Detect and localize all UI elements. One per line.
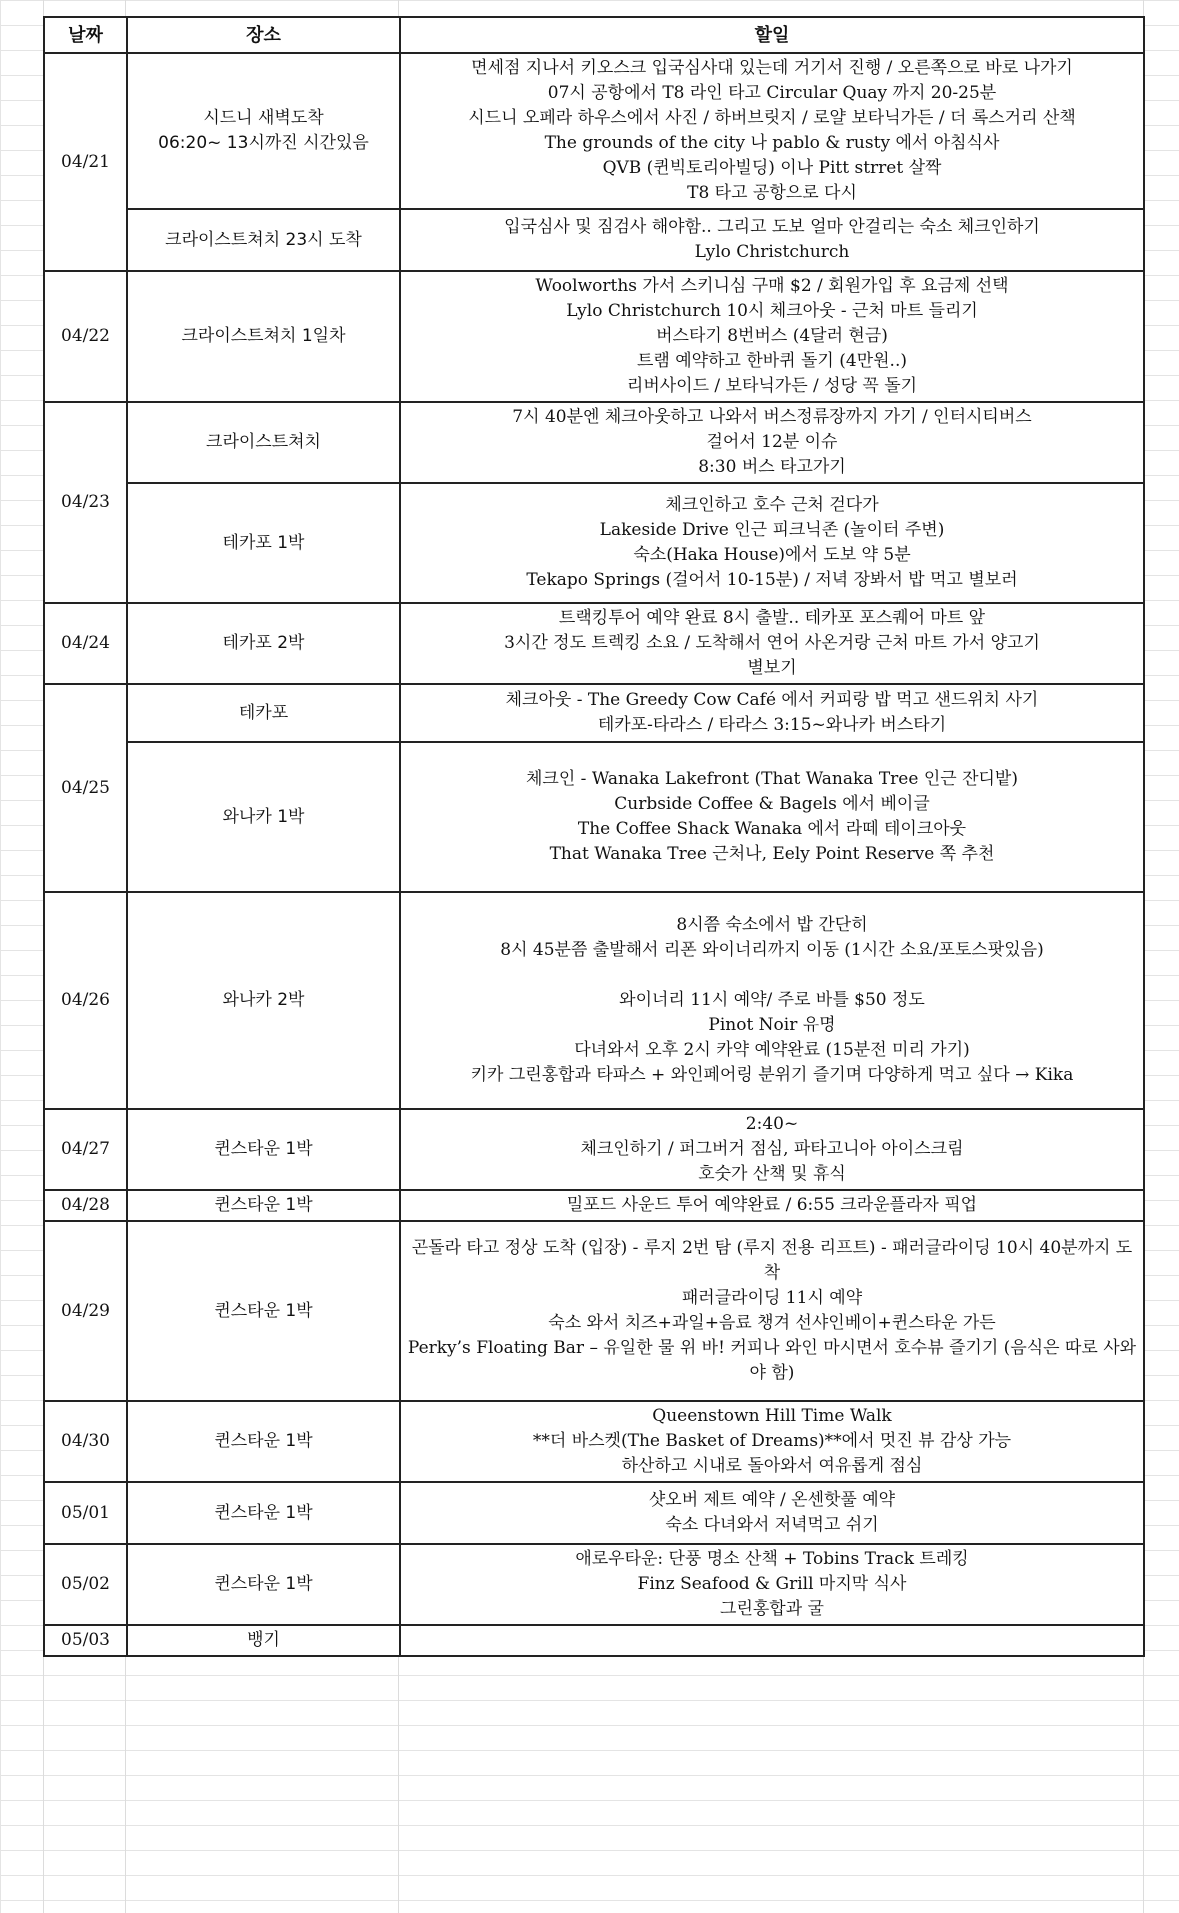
tasks-cell[interactable] — [400, 1221, 1144, 1401]
task-line: Finz Seafood & Grill 마지막 식사 — [637, 1574, 907, 1594]
place-cell[interactable] — [127, 209, 400, 271]
task-line: 체크아웃 - The Greedy Cow Café 에서 커피랑 밥 먹고 샌드위치 사기 — [505, 690, 1039, 710]
task-line: 07시 공항에서 T8 라인 타고 Circular Quay 까지 20-25분 — [547, 83, 997, 103]
task-line: 입국심사 및 짐검사 해야함.. 그리고 도보 얼마 안걸리는 숙소 체크인하기 — [504, 217, 1040, 237]
tasks-cell[interactable] — [400, 483, 1144, 603]
tasks-cell[interactable] — [400, 1401, 1144, 1482]
table-row — [44, 271, 1144, 402]
place-line: 시드니 새벽도착 — [203, 108, 324, 128]
tasks-cell[interactable] — [400, 1482, 1144, 1544]
date-cell[interactable]: 04/30 — [44, 1401, 127, 1482]
table-row — [44, 209, 1144, 271]
place-cell[interactable] — [127, 1625, 400, 1656]
task-line: 시드니 오페라 하우스에서 사진 / 하버브릿지 / 로얄 보타닉가든 / 더 록스거리 산책 — [468, 108, 1076, 128]
table-row — [44, 1401, 1144, 1482]
tasks-cell[interactable] — [400, 53, 1144, 209]
place-cell[interactable] — [127, 603, 400, 684]
place-cell[interactable] — [127, 53, 400, 209]
task-line: 리버사이드 / 보타닉가든 / 성당 꼭 돌기 — [626, 376, 918, 396]
task-line: 키카 그린홍합과 타파스 + 와인페어링 분위기 즐기며 다양하게 먹고 싶다 → Kika — [470, 1065, 1074, 1085]
date-cell[interactable]: 04/28 — [44, 1190, 127, 1221]
tasks-cell[interactable] — [400, 402, 1144, 483]
task-line: QVB (퀸빅토리아빌딩) 이나 Pitt strret 살짝 — [602, 158, 942, 178]
place-cell[interactable] — [127, 271, 400, 402]
date-cell[interactable]: 04/27 — [44, 1109, 127, 1190]
place-line: 퀸스타운 1박 — [214, 1300, 313, 1321]
table-row — [44, 402, 1144, 483]
task-line: 밀포드 사운드 투어 예약완료 / 6:55 크라운플라자 픽업 — [566, 1195, 978, 1215]
place-line: 테카포 — [238, 702, 289, 723]
tasks-cell[interactable] — [400, 1544, 1144, 1625]
task-line: 호숫가 산책 및 휴식 — [698, 1164, 846, 1184]
task-line: 트램 예약하고 한바퀴 돌기 (4만원..) — [637, 351, 907, 371]
task-line: 다녀와서 오후 2시 카약 예약완료 (15분전 미리 가기) — [574, 1040, 970, 1060]
table-row — [44, 1482, 1144, 1544]
task-line: 면세점 지나서 키오스크 입국심사대 있는데 거기서 진행 / 오른쪽으로 바로 나가기 — [471, 58, 1073, 78]
place-line: 퀸스타운 1박 — [214, 1574, 313, 1594]
date-cell[interactable]: 04/26 — [44, 892, 127, 1109]
table-row — [44, 892, 1144, 1109]
place-cell[interactable] — [127, 1221, 400, 1401]
place-line: 06:20~ 13시까진 시간있음 — [158, 133, 369, 153]
task-line: Pinot Noir 유명 — [708, 1015, 836, 1035]
place-line: 퀸스타운 1박 — [214, 1139, 313, 1159]
task-line: 숙소 다녀와서 저녁먹고 쉬기 — [665, 1515, 879, 1535]
place-line: 테카포 1박 — [222, 532, 305, 553]
task-line: Lylo Christchurch 10시 체크아웃 - 근처 마트 들리기 — [566, 301, 978, 321]
table-row — [44, 742, 1144, 892]
table-row — [44, 1544, 1144, 1625]
place-line: 퀸스타운 1박 — [214, 1195, 313, 1215]
task-line: 샷오버 제트 예약 / 온센핫풀 예약 — [648, 1490, 896, 1510]
date-cell[interactable]: 04/23 — [44, 402, 127, 603]
task-line: 별보기 — [747, 658, 797, 678]
date-cell[interactable]: 05/02 — [44, 1544, 127, 1625]
place-cell[interactable] — [127, 483, 400, 603]
task-line: The Coffee Shack Wanaka 에서 라떼 테이크아웃 — [577, 819, 967, 839]
place-line: 크라이스트쳐치 1일차 — [181, 326, 346, 346]
table-row — [44, 684, 1144, 742]
table-row — [44, 603, 1144, 684]
place-line: 퀸스타운 1박 — [214, 1502, 313, 1523]
place-cell[interactable] — [127, 1190, 400, 1221]
place-cell[interactable] — [127, 1401, 400, 1482]
place-line: 테카포 2박 — [222, 633, 305, 653]
date-cell[interactable]: 05/01 — [44, 1482, 127, 1544]
tasks-cell[interactable] — [400, 271, 1144, 402]
task-line: 걸어서 12분 이슈 — [706, 432, 838, 452]
date-cell[interactable]: 05/03 — [44, 1625, 127, 1656]
task-line: 애로우타운: 단풍 명소 산책 + Tobins Track 트레킹 — [575, 1549, 969, 1569]
task-line: Lylo Christchurch — [694, 242, 850, 262]
task-line: Lakeside Drive 인근 피크닉존 (놀이터 주변) — [599, 520, 945, 540]
task-line: 숙소(Haka House)에서 도보 약 5분 — [633, 545, 911, 565]
task-line: 8시 45분쯤 출발해서 리폰 와이너리까지 이동 (1시간 소요/포토스팟있음) — [500, 940, 1044, 960]
date-cell[interactable]: 04/21 — [44, 53, 127, 271]
task-line: 패러글라이딩 11시 예약 — [681, 1288, 863, 1308]
place-line: 퀸스타운 1박 — [214, 1431, 313, 1451]
place-cell[interactable] — [127, 402, 400, 483]
header-row — [44, 17, 1144, 53]
place-line: 크라이스트쳐치 23시 도착 — [165, 229, 362, 250]
task-line: 8:30 버스 타고가기 — [698, 457, 846, 477]
tasks-cell[interactable] — [400, 1190, 1144, 1221]
task-line: That Wanaka Tree 근처나, Eely Point Reserve 쪽 추천 — [549, 844, 995, 864]
tasks-cell[interactable] — [400, 1625, 1144, 1656]
tasks-cell[interactable] — [400, 603, 1144, 684]
task-line: 8시쯤 숙소에서 밥 간단히 — [676, 915, 868, 935]
place-cell[interactable] — [127, 1544, 400, 1625]
place-line: 와나카 1박 — [222, 806, 305, 827]
place-cell[interactable] — [127, 892, 400, 1109]
tasks-cell[interactable] — [400, 742, 1144, 892]
task-line: Tekapo Springs (걸어서 10-15분) / 저녁 장봐서 밥 먹고 별보러 — [526, 570, 1018, 590]
date-cell[interactable]: 04/25 — [44, 684, 127, 892]
table-row — [44, 53, 1144, 209]
place-cell[interactable] — [127, 684, 400, 742]
itinerary-table — [43, 16, 1145, 1657]
task-line: 숙소 와서 치즈+과일+음료 챙겨 선샤인베이+퀸스타운 가든 — [548, 1313, 996, 1333]
table-row — [44, 1221, 1144, 1401]
header-date[interactable]: 날짜 — [44, 17, 127, 53]
task-line: 체크인하고 호수 근처 걷다가 — [665, 495, 879, 515]
task-line: Woolworths 가서 스키니심 구매 $2 / 회원가입 후 요금제 선택 — [535, 276, 1009, 296]
task-line: 체크인하기 / 퍼그버거 점심, 파타고니아 아이스크림 — [580, 1139, 964, 1159]
header-tasks[interactable]: 할일 — [400, 17, 1144, 53]
task-line: Queenstown Hill Time Walk — [652, 1406, 892, 1426]
task-line: 테카포-타라스 / 타라스 3:15~와나카 버스타기 — [597, 715, 947, 735]
place-cell[interactable] — [127, 1109, 400, 1190]
place-cell[interactable] — [127, 1482, 400, 1544]
tasks-cell[interactable] — [400, 684, 1144, 742]
task-line: 체크인 - Wanaka Lakefront (That Wanaka Tree 인근 잔디밭) — [526, 769, 1018, 789]
place-cell[interactable] — [127, 742, 400, 892]
table-row — [44, 1190, 1144, 1221]
task-line: The grounds of the city 나 pablo & rusty 에서 아침식사 — [544, 133, 1000, 153]
task-line: 7시 40분엔 체크아웃하고 나와서 버스정류장까지 가기 / 인터시티버스 — [512, 407, 1032, 427]
date-cell[interactable]: 04/29 — [44, 1221, 127, 1401]
task-line: 2:40~ — [745, 1114, 799, 1134]
table-row — [44, 483, 1144, 603]
tasks-cell[interactable] — [400, 1109, 1144, 1190]
table-row — [44, 1625, 1144, 1656]
place-line: 뱅기 — [247, 1630, 280, 1650]
place-line: 와나카 2박 — [222, 990, 305, 1010]
task-line: 3시간 정도 트렉킹 소요 / 도착해서 연어 사온거랑 근처 마트 가서 양고기 — [504, 633, 1040, 653]
table-row — [44, 1109, 1144, 1190]
place-line: 크라이스트쳐치 — [206, 432, 321, 452]
date-cell[interactable]: 04/22 — [44, 271, 127, 402]
task-line: Curbside Coffee & Bagels 에서 베이글 — [614, 794, 930, 814]
header-place[interactable]: 장소 — [127, 17, 400, 53]
tasks-cell[interactable] — [400, 209, 1144, 271]
task-line: 곤돌라 타고 정상 도착 (입장) - 루지 2번 탐 (루지 전용 리프트) - 패러글라이딩 10시 40분까지 도착 — [411, 1238, 1133, 1283]
task-line: T8 타고 공항으로 다시 — [687, 183, 857, 203]
tasks-cell[interactable] — [400, 892, 1144, 1109]
task-line: 트랙킹투어 예약 완료 8시 출발.. 테카포 포스퀘어 마트 앞 — [558, 608, 986, 628]
task-line: Perky’s Floating Bar – 유일한 물 위 바! 커피나 와인 마시면서 호수뷰 즐기기 (음식은 따로 사와야 함) — [407, 1338, 1137, 1383]
task-line: 하산하고 시내로 돌아와서 여유롭게 점심 — [621, 1456, 923, 1476]
task-line: **더 바스켓(The Basket of Dreams)**에서 멋진 뷰 감상 가능 — [532, 1431, 1012, 1451]
task-line — [407, 963, 1137, 988]
date-cell[interactable]: 04/24 — [44, 603, 127, 684]
task-line: 그린홍합과 굴 — [720, 1599, 824, 1619]
task-line: 버스타기 8번버스 (4달러 현금) — [656, 326, 888, 346]
task-line: 와이너리 11시 예약/ 주로 바틀 $50 정도 — [619, 990, 925, 1010]
